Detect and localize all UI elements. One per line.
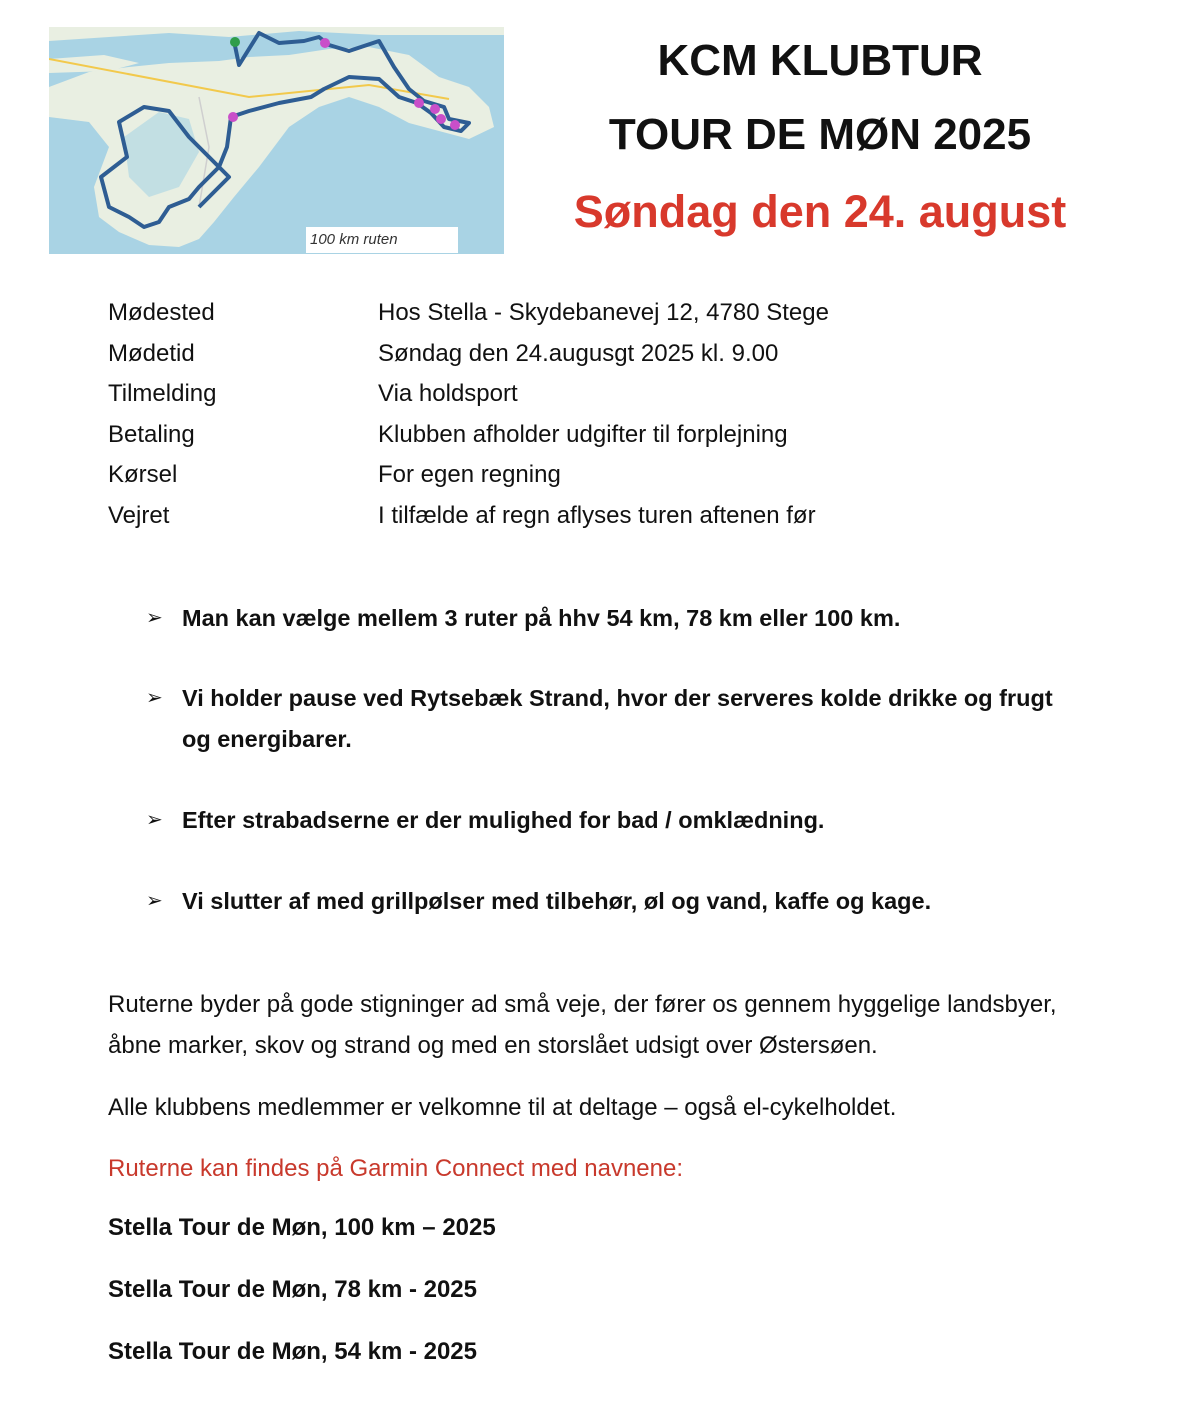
info-value: Søndag den 24.augusgt 2025 kl. 9.00 [378, 339, 779, 367]
info-value: Via holdsport [378, 380, 518, 407]
bullet-text: Efter strabadserne er der mulighed for bad / omklædning. [182, 807, 825, 833]
route-map [49, 27, 504, 254]
bullet-item [146, 678, 1062, 760]
info-label: Mødetid [108, 339, 195, 367]
info-value: I tilfælde af regn aflyses turen aftenen før [378, 501, 816, 529]
info-row [108, 496, 829, 537]
map-caption: 100 km ruten [306, 227, 458, 253]
info-value: For egen regning [378, 461, 561, 488]
info-label: Kørsel [108, 461, 178, 488]
info-row [108, 334, 829, 375]
info-label: Vejret [108, 501, 170, 529]
garmin-note: Ruterne kan findes på Garmin Connect med navnene: [108, 1155, 684, 1182]
bullet-item [146, 881, 931, 922]
bullet-text: Vi slutter af med grillpølser med tilbehør, øl og vand, kaffe og kage. [182, 888, 932, 914]
info-row [108, 374, 829, 415]
route-name: Stella Tour de Møn, 54 km - 2025 [108, 1338, 477, 1365]
bullet-text: Vi holder pause ved Rytsebæk Strand, hvor der serveres kolde drikke og frugt og energibarer. [182, 685, 1053, 752]
info-row [108, 293, 829, 334]
title-line-1: KCM KLUBTUR [657, 36, 983, 85]
arrow-bullet-icon: ➢ [146, 809, 163, 831]
route-name: Stella Tour de Møn, 78 km - 2025 [108, 1276, 477, 1303]
bullet-item [146, 800, 824, 841]
info-row [108, 415, 829, 456]
info-row [108, 455, 829, 496]
title-line-2: TOUR DE MØN 2025 [608, 110, 1032, 159]
bullet-text: Man kan vælge mellem 3 ruter på hhv 54 km, 78 km eller 100 km. [182, 605, 901, 631]
bullet-item [146, 598, 900, 639]
arrow-bullet-icon: ➢ [146, 607, 163, 629]
map-graphic [49, 27, 504, 254]
event-date: Søndag den 24. august [573, 186, 1067, 237]
arrow-bullet-icon: ➢ [146, 890, 163, 912]
event-info-table [108, 293, 829, 536]
arrow-bullet-icon: ➢ [146, 687, 163, 709]
info-label: Mødested [108, 299, 215, 326]
info-label: Tilmelding [108, 380, 217, 407]
welcome-paragraph: Alle klubbens medlemmer er velkomne til at deltage – også el-cykelholdet. [108, 1094, 897, 1121]
info-value: Klubben afholder udgifter til forplejning [378, 420, 788, 448]
description-paragraph: Ruterne byder på gode stigninger ad små veje, der fører os gennem hyggelige landsbyer, åbne marker, skov og strand og med en storslået udsigt over Østersøen. [108, 991, 1057, 1059]
route-name: Stella Tour de Møn, 100 km – 2025 [108, 1214, 496, 1241]
info-value: Hos Stella - Skydebanevej 12, 4780 Stege [378, 299, 829, 326]
info-label: Betaling [108, 420, 195, 448]
